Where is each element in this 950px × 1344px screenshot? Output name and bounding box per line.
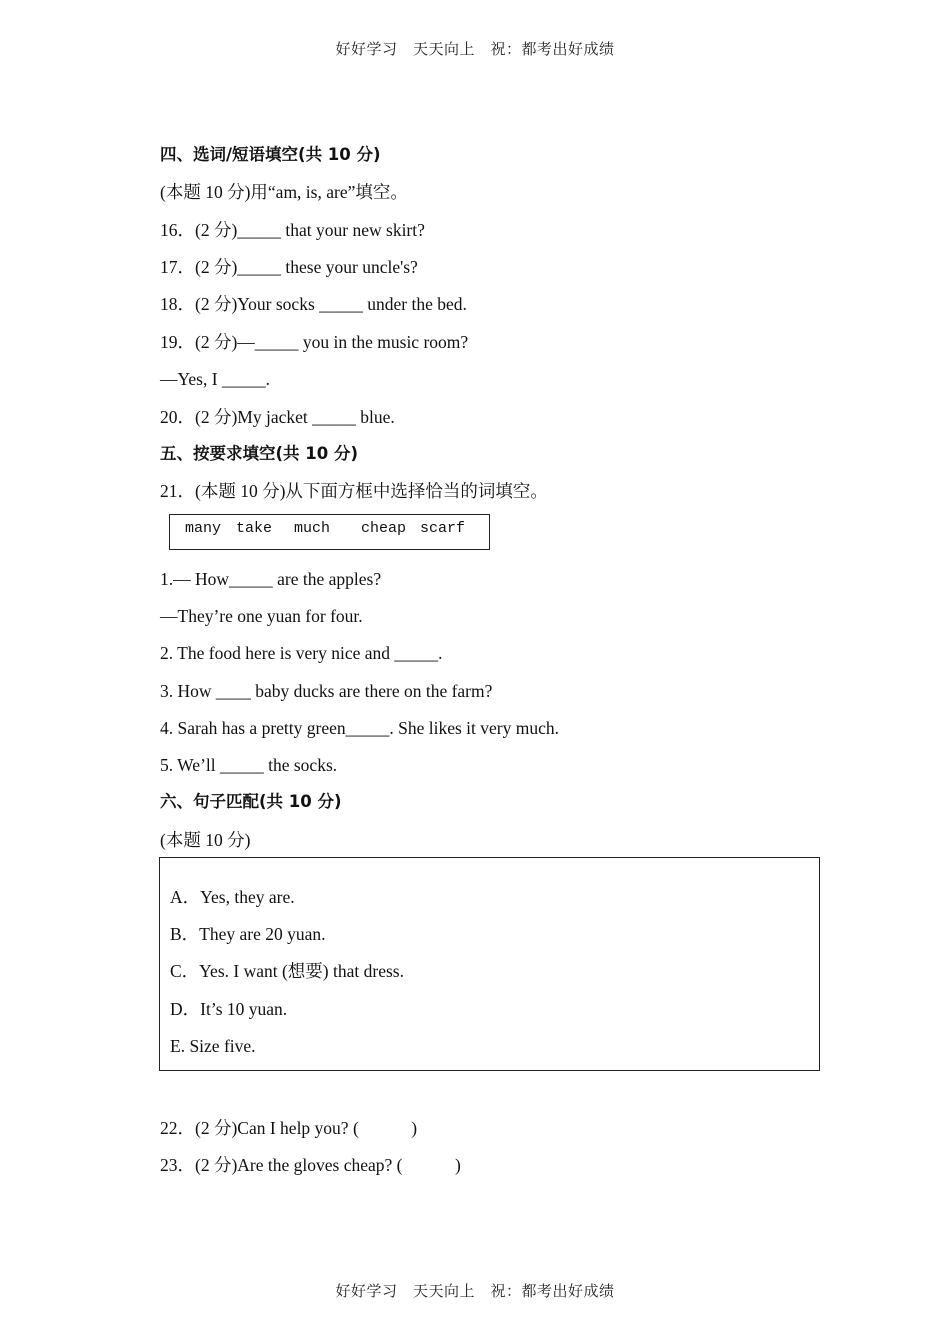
question-22: 22．(2 分)Can I help you? ( ) (160, 1118, 418, 1138)
option-b: B．They are 20 yuan. (170, 924, 326, 944)
section-5-title: 五、按要求填空(共 10 分) (160, 444, 359, 463)
fill-item-1-answer: —They’re one yuan for four. (160, 606, 363, 626)
option-a: A．Yes, they are. (170, 887, 295, 907)
page-header: 好好学习 天天向上 祝：都考出好成绩 (335, 40, 615, 58)
word-box-item: many (185, 520, 222, 537)
section-6-instruction: (本题 10 分) (160, 830, 251, 850)
fill-item-1: 1.— How_____ are the apples? (160, 569, 382, 589)
fill-item-4: 4. Sarah has a pretty green_____. She likes it very much. (160, 718, 559, 738)
option-c: C．Yes. I want (想要) that dress. (170, 961, 404, 981)
section-4-instruction: (本题 10 分)用“am, is, are”填空。 (160, 182, 408, 202)
question-20: 20．(2 分)My jacket _____ blue. (160, 407, 395, 427)
question-18: 18．(2 分)Your socks _____ under the bed. (160, 294, 467, 314)
section-4-title: 四、选词/短语填空(共 10 分) (160, 145, 381, 164)
fill-item-5: 5. We’ll _____ the socks. (160, 755, 338, 775)
option-d: D．It’s 10 yuan. (170, 999, 288, 1019)
word-box-item: scarf (420, 520, 466, 537)
question-23: 23．(2 分)Are the gloves cheap? ( ) (160, 1155, 461, 1175)
section-6-title: 六、句子匹配(共 10 分) (160, 792, 342, 811)
question-16: 16．(2 分)_____ that your new skirt? (160, 220, 425, 240)
question-21-instruction: 21．(本题 10 分)从下面方框中选择恰当的词填空。 (160, 481, 548, 501)
question-19-answer: —Yes, I _____. (160, 369, 271, 389)
question-19: 19．(2 分)—_____ you in the music room? (160, 332, 469, 352)
question-17: 17．(2 分)_____ these your uncle's? (160, 257, 418, 277)
page-footer: 好好学习 天天向上 祝：都考出好成绩 (335, 1282, 615, 1300)
fill-item-3: 3. How ____ baby ducks are there on the farm? (160, 681, 493, 701)
word-box-item: take (236, 520, 273, 537)
word-box-item: cheap (361, 520, 407, 537)
option-e: E. Size five. (170, 1036, 256, 1056)
word-box (169, 514, 490, 550)
word-box-item: much (294, 520, 331, 537)
fill-item-2: 2. The food here is very nice and _____. (160, 643, 443, 663)
options-box (159, 857, 820, 1071)
